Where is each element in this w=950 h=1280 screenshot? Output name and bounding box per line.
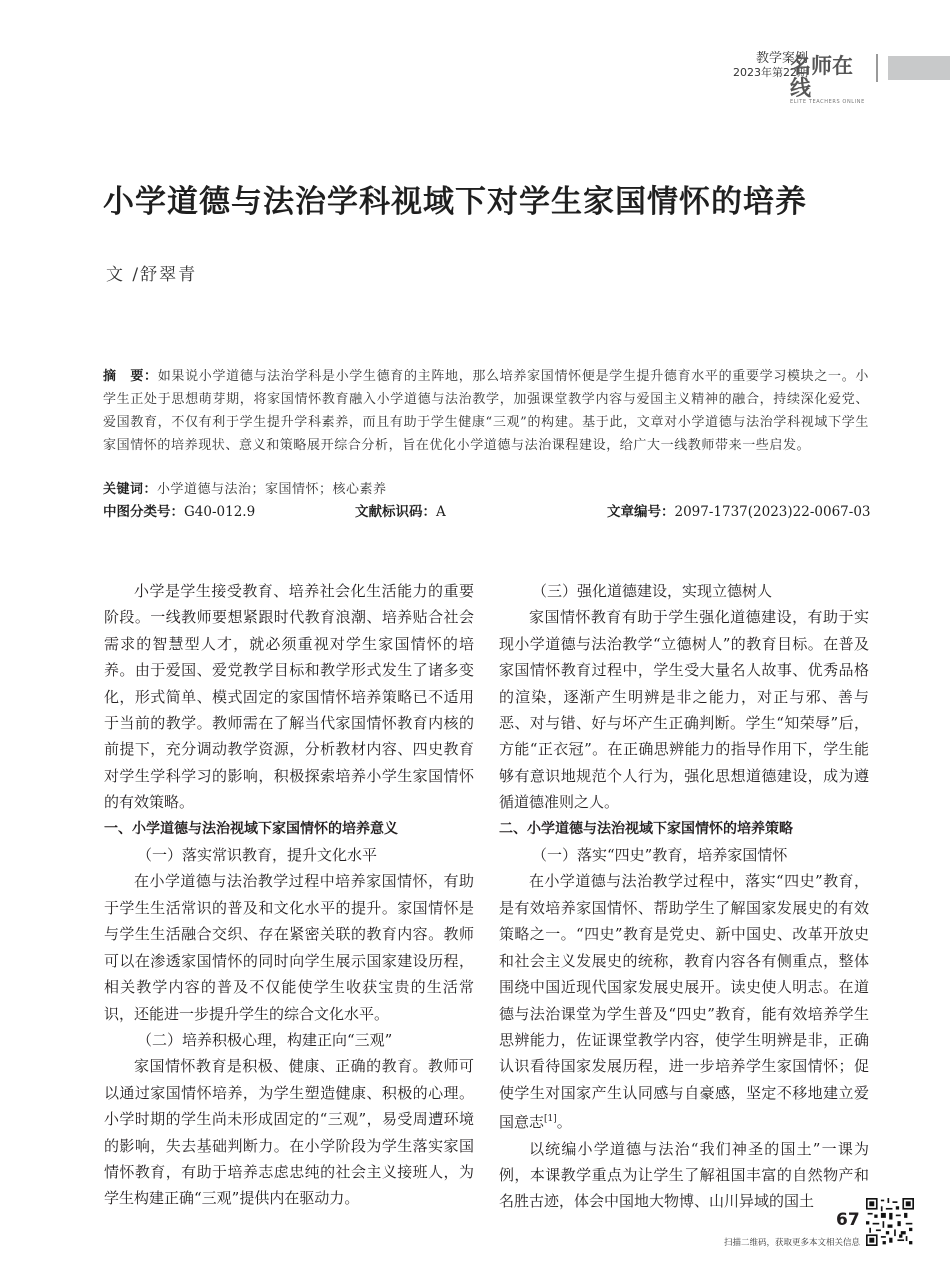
abstract-text: 如果说小学道德与法治学科是小学生德育的主阵地，那么培养家国情怀便是学生提升德育水平的重要学习模块之一。小学生正处于思想萌芽期，将家国情怀教育融入小学道德与法治教学，加强课堂教学内容与爱国主义精神的融合，持续深化爱党、爱国教育，不仅有利于学生提升学科素养，而且有助于学生健康“三观”的构建。基于此，文章对小学道德与法治学科视域下学生家国情怀的培养现状、意义和策略展开综合分析，旨在优化小学道德与法治课程建设，给广大一线教师带来一些启发。 (103, 369, 870, 453)
citation-ref[interactable]: [1] (544, 1114, 557, 1125)
keywords-text: 小学道德与法治；家国情怀；核心素养 (157, 482, 387, 497)
subheading-1-3: （三）强化道德建设，实现立德树人 (532, 582, 773, 600)
article-author: 文 /舒翠青 (106, 265, 198, 285)
article-number: 文章编号：2097-1737(2023)22-0067-03 (607, 504, 871, 520)
article-title: 小学道德与法治学科视域下对学生家国情怀的培养 (103, 184, 807, 220)
keywords (103, 478, 387, 497)
paragraph-2-1: 在小学道德与法治教学过程中，落实“四史”教育，是有效培养家国情怀、帮助学生了解国家发展史的有效策略之一。“四史”教育是党史、新中国史、改革开放史和社会主义发展史的统称，教育内容各有侧重点，整体围绕中国近现代国家发展史展开。读史使人明志。在道德与法治课堂为学生普及“四史”教育，能有效培养学生思辨能力，佐证课堂教学内容，使学生明辨是非，正确认识看待国家发展历程，进一步培养学生家国情怀；促使学生对国家产生认同感与自豪感，坚定不移地建立爱国意志[1]。 (499, 872, 869, 1132)
paragraph-intro: 小学是学生接受教育、培养社会化生活能力的重要阶段。一线教师要想紧跟时代教育浪潮、培养贴合社会需求的智慧型人才，就必须重视对学生家国情怀的培养。由于爱国、爱党教学目标和教学形式发生了诸多变化，形式简单、模式固定的家国情怀培养策略已不适用于当前的教学。教师需在了解当代家国情怀教育内核的前提下，充分调动教学资源，分析教材内容、四史教育对学生学科学习的影响，积极探索培养小学生家国情怀的有效策略。 (104, 582, 474, 812)
subheading-2-1: （一）落实“四史”教育，培养家国情怀 (532, 846, 788, 865)
abstract (103, 365, 869, 457)
subheading-1-1: （一）落实常识教育，提升文化水平 (137, 846, 378, 865)
paragraph-1-2: 家国情怀教育是积极、健康、正确的教育。教师可以通过家国情怀培养，为学生塑造健康、积极的心理。小学时期的学生尚未形成固定的“三观”，易受周遭环境的影响，失去基础判断力。在小学阶段为学生落实家国情怀教育，有助于培养志虑忠纯的社会主义接班人，为学生构建正确“三观”提供内在驱动力。 (104, 1057, 474, 1208)
journal-logo (790, 55, 870, 105)
header-divider (876, 54, 878, 82)
paragraph-1-3: 家国情怀教育有助于学生强化道德建设，有助于实现小学道德与法治教学“立德树人”的教育目标。在普及家国情怀教育过程中，学生受大量名人故事、优秀品格的渲染，逐渐产生明辨是非之能力，对正与邪、善与恶、对与错、好与坏产生正确判断。学生“知荣辱”后，方能“正衣冠”。在正确思辨能力的指导作用下，学生能够有意识地规范个人行为，强化思想道德建设，成为遵循道德准则之人。 (499, 608, 869, 812)
journal-logo-subtitle: ELITE TEACHERS ONLINE (790, 99, 865, 105)
body-column-left (104, 578, 474, 1212)
journal-section: 教学案例 (755, 51, 808, 66)
document-code: 文献标识码：A (355, 504, 446, 520)
subheading-1-2: （二）培养积极心理，构建正向“三观” (137, 1030, 393, 1049)
qr-code-icon[interactable] (866, 1198, 914, 1246)
journal-issue: 2023年第22期 (733, 65, 808, 79)
section-heading-1: 一、小学道德与法治视域下家国情怀的培养意义 (104, 820, 398, 837)
paragraph-1-1: 在小学道德与法治教学过程中培养家国情怀，有助于学生生活常识的普及和文化水平的提升。家国情怀是与学生生活融合交织、存在紧密关联的教育内容。教师可以在渗透家国情怀的同时向学生展示国家建设历程，相关教学内容的普及不仅能使学生收获宝贵的生活常识，还能进一步提升学生的综合文化水平。 (104, 872, 474, 1023)
qr-caption: 扫描二维码，获取更多本文相关信息 (723, 1238, 860, 1248)
paragraph-2-2: 以统编小学道德与法治“我们神圣的国土”一课为例，本课教学重点为让学生了解祖国丰富的自然物产和名胜古迹，体会中国地大物博、山川异域的国土 (499, 1139, 869, 1211)
page-number: 67 (836, 1210, 860, 1230)
keywords-label: 关键词： (103, 482, 158, 497)
journal-logo-text: 名师在线 (790, 54, 853, 100)
section-heading-2: 二、小学道德与法治视域下家国情怀的培养策略 (499, 820, 793, 837)
header-gray-bar (888, 56, 950, 80)
body-column-right (499, 578, 869, 1215)
abstract-label: 摘 要： (103, 369, 158, 384)
clc-number: 中图分类号：G40-012.9 (103, 504, 256, 520)
